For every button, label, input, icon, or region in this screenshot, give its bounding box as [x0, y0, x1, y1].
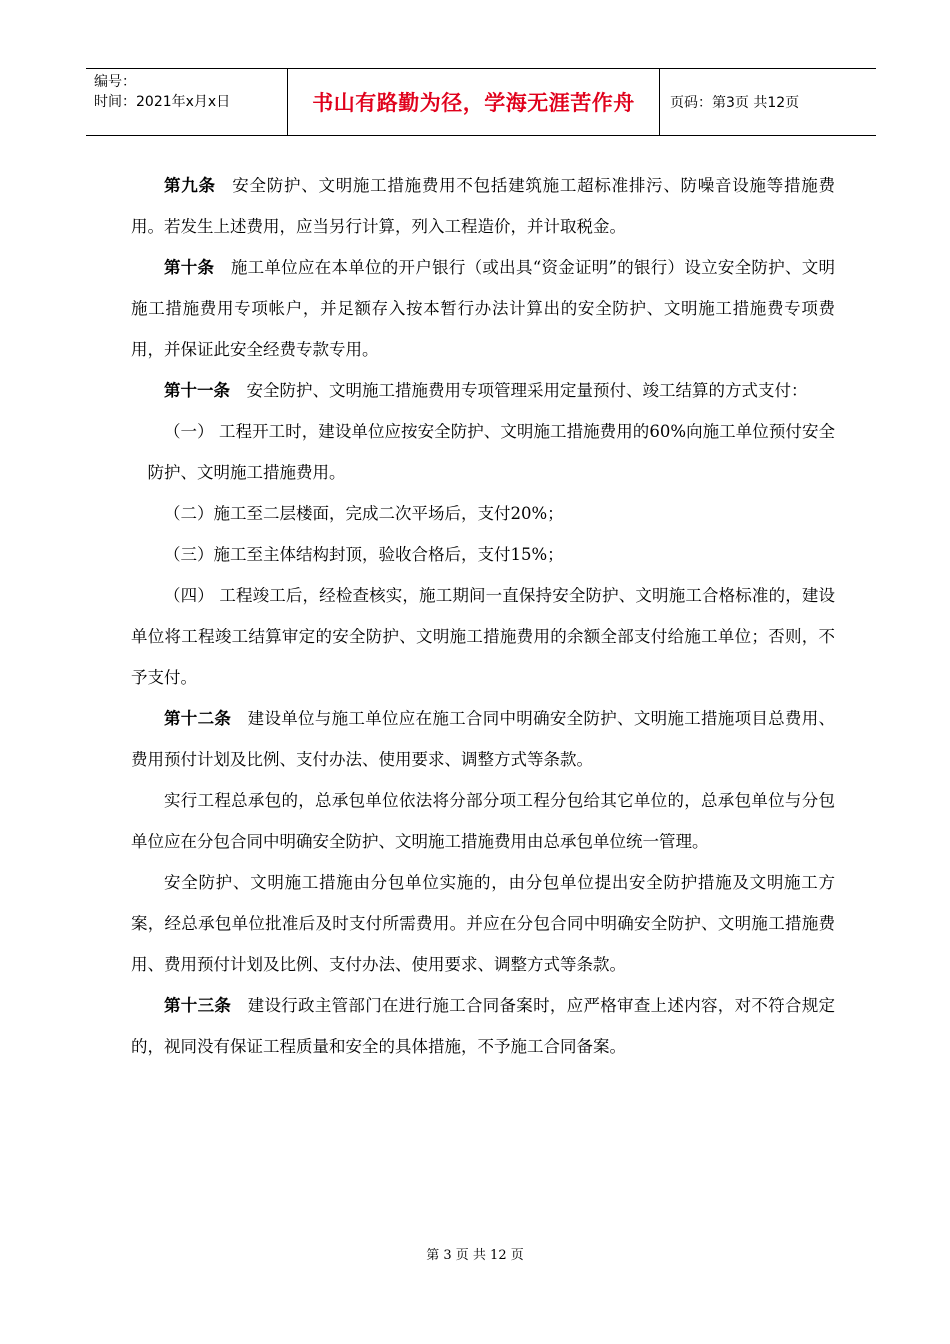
- paragraph-text: 安全防护、文明施工措施费用专项管理采用定量预付、竣工结算的方式支付：: [246, 381, 808, 400]
- header-page-info: 页码：第3页 共12页: [670, 95, 800, 111]
- paragraph: [131, 780, 835, 862]
- paragraph: [131, 165, 835, 247]
- article-title: 第十一条: [164, 381, 230, 400]
- paragraph-text: 建设行政主管部门在进行施工合同备案时，应严格审查上述内容，对不符合规定的，视同没有保证工程质量和安全的具体措施，不予施工合同备案。: [131, 996, 836, 1056]
- page-footer: 第 3 页 共 12 页: [426, 1248, 524, 1263]
- paragraph: [131, 534, 835, 575]
- header-motto: 书山有路勤为径，学海无涯苦作舟: [288, 69, 660, 135]
- paragraph: [131, 862, 835, 985]
- article-title: 第十二条: [164, 709, 232, 728]
- paragraph-text: 实行工程总承包的，总承包单位依法将分部分项工程分包给其它单位的，总承包单位与分包单位应在分包合同中明确安全防护、文明施工措施费用由总承包单位统一管理。: [131, 791, 835, 851]
- paragraph-text: 安全防护、文明施工措施费用不包括建筑施工超标准排污、防噪音设施等措施费用。若发生上述费用，应当另行计算，列入工程造价，并计取税金。: [131, 176, 836, 236]
- paragraph-text: 安全防护、文明施工措施由分包单位实施的，由分包单位提出安全防护措施及文明施工方案，经总承包单位批准后及时支付所需费用。并应在分包合同中明确安全防护、文明施工措施费用、费用预付计划及比例、支付办法、使用要求、调整方式等条款。: [131, 873, 835, 974]
- paragraph: [131, 575, 835, 698]
- paragraph-text: （三）施工至主体结构封顶，验收合格后，支付15%；: [164, 545, 564, 564]
- paragraph-text: 建设单位与施工单位应在施工合同中明确安全防护、文明施工措施项目总费用、费用预付计划及比例、支付办法、使用要求、调整方式等条款。: [131, 709, 836, 769]
- paragraph: [131, 370, 835, 411]
- paragraph: [131, 698, 835, 780]
- document-header: [86, 68, 876, 136]
- paragraph-text: （二）施工至二层楼面，完成二次平场后，支付20%；: [164, 504, 564, 523]
- paragraph: [131, 411, 835, 493]
- document-body: [131, 165, 835, 1067]
- paragraph-text: （四） 工程竣工后，经检查核实，施工期间一直保持安全防护、文明施工合格标准的，建设单位将工程竣工结算审定的安全防护、文明施工措施费用的余额全部支付给施工单位；否则，不予支付。: [131, 586, 835, 687]
- paragraph-text: （一） 工程开工时，建设单位应按安全防护、文明施工措施费用的60%向施工单位预付安全防护、文明施工措施费用。: [147, 422, 835, 482]
- article-title: 第十三条: [164, 996, 232, 1015]
- paragraph-text: 施工单位应在本单位的开户银行（或出具“资金证明”的银行）设立安全防护、文明施工措施费用专项帐户，并足额存入按本暂行办法计算出的安全防护、文明施工措施费专项费用，并保证此安全经费专款专用。: [131, 258, 836, 359]
- article-title: 第十条: [164, 258, 215, 277]
- paragraph: [131, 247, 835, 370]
- header-meta-cell: [86, 69, 288, 135]
- paragraph: [131, 493, 835, 534]
- time-label: 时间：2021年x月x日: [94, 94, 231, 110]
- article-title: 第九条: [164, 176, 216, 195]
- number-label: 编号：: [94, 74, 136, 90]
- paragraph: [131, 985, 835, 1067]
